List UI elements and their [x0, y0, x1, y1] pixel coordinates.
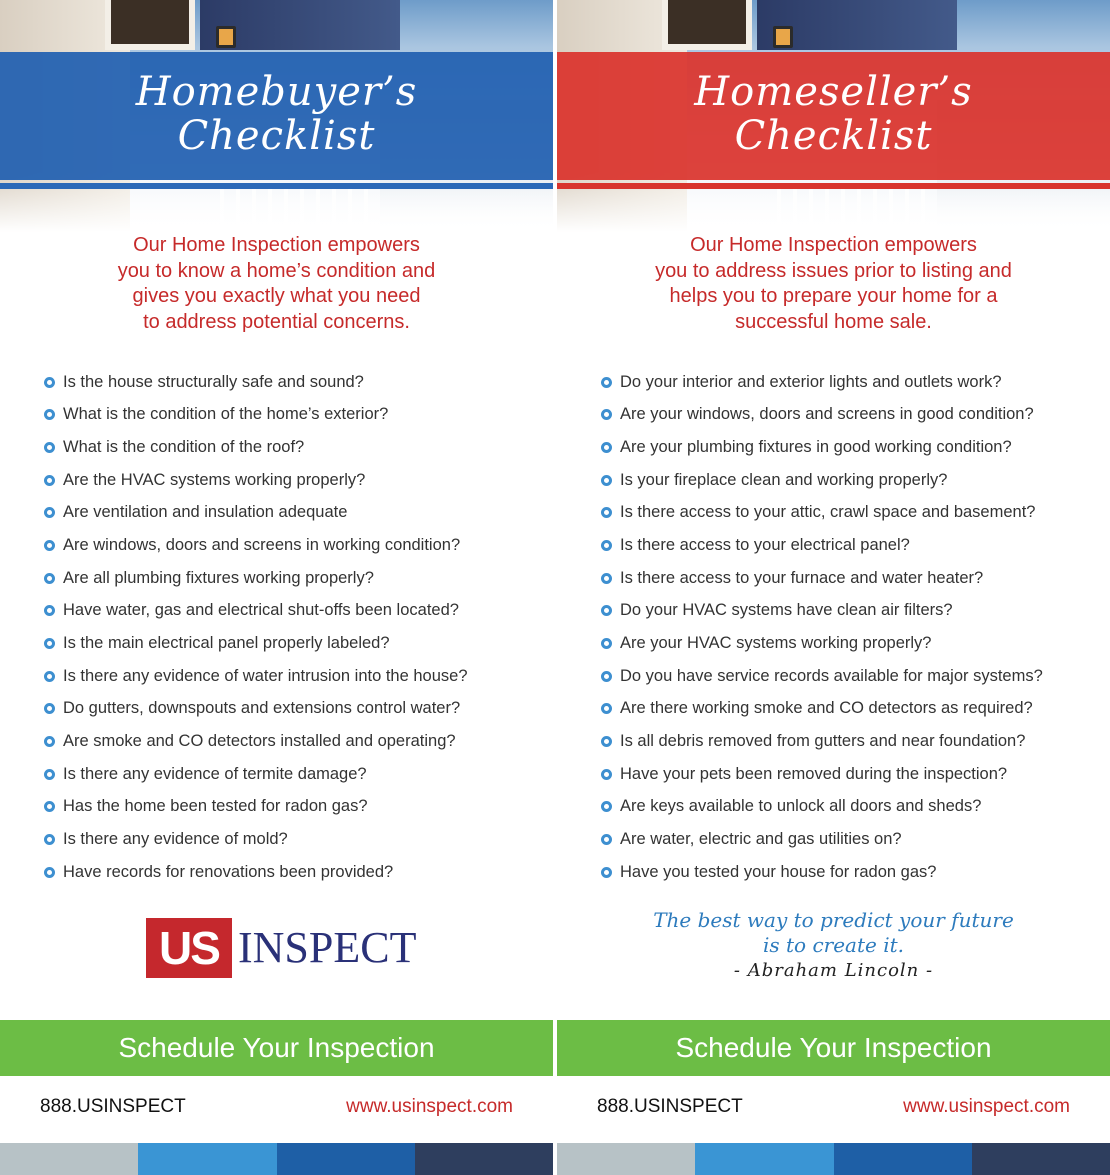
intro-line: Our Home Inspection empowers: [690, 234, 977, 256]
schedule-inspection-button[interactable]: Schedule Your Inspection: [557, 1020, 1110, 1076]
list-item-text: Is there any evidence of termite damage?: [63, 764, 367, 783]
banner-stripe: [0, 183, 553, 189]
list-item-text: Is the main electrical panel properly labeled?: [63, 634, 390, 653]
list-item-text: Have records for renovations been provided?: [63, 862, 394, 881]
list-item-text: Are your HVAC systems working properly?: [620, 634, 932, 653]
title-line-1: Homeseller’s: [694, 69, 973, 115]
list-item: [601, 660, 1101, 693]
circle-bullet-icon: [44, 801, 55, 812]
intro-line: to address potential concerns.: [143, 310, 410, 333]
list-item: [601, 366, 1101, 399]
logo-wordmark: INSPECT: [238, 923, 417, 972]
circle-bullet-icon: [44, 409, 55, 420]
circle-bullet-icon: [601, 605, 612, 616]
intro-line: you to know a home’s condition and: [117, 259, 436, 282]
quote-line-2: is to create it.: [763, 933, 904, 957]
porch-lamp-image: [773, 26, 793, 48]
list-item-text: Are keys available to unlock all doors and sheds?: [620, 797, 982, 816]
banner-stripe: [557, 183, 1110, 189]
checklist: [601, 366, 1101, 889]
list-item-text: Are smoke and CO detectors installed and operating?: [63, 732, 456, 751]
list-item-text: What is the condition of the home’s exterior?: [63, 405, 389, 424]
list-item-text: Are windows, doors and screens in working condition?: [63, 536, 461, 555]
list-item-text: Do gutters, downspouts and extensions control water?: [63, 699, 461, 718]
title-line-1: Homebuyer’s: [135, 69, 418, 115]
circle-bullet-icon: [44, 540, 55, 551]
list-item-text: Are the HVAC systems working properly?: [63, 470, 366, 489]
circle-bullet-icon: [601, 736, 612, 747]
circle-bullet-icon: [601, 540, 612, 551]
list-item-text: What is the condition of the roof?: [63, 438, 305, 457]
circle-bullet-icon: [44, 867, 55, 878]
circle-bullet-icon: [601, 377, 612, 388]
quote-line-1: The best way to predict your future: [653, 908, 1014, 932]
list-item-text: Is there any evidence of mold?: [63, 830, 288, 849]
usinspect-logo: [146, 918, 417, 978]
front-door-image: [662, 0, 752, 50]
list-item: [601, 693, 1101, 726]
intro-line: helps you to prepare your home for a: [669, 285, 998, 307]
list-item: [44, 660, 544, 693]
list-item: [44, 693, 544, 726]
page-title: [0, 70, 553, 158]
list-item: [601, 627, 1101, 660]
title-line-2: Checklist: [177, 113, 376, 159]
list-item-text: Have your pets been removed during the inspection?: [620, 764, 1008, 783]
list-item-text: Are water, electric and gas utilities on?: [620, 830, 902, 849]
list-item-text: Do your interior and exterior lights and outlets work?: [620, 372, 1002, 391]
intro-line: successful home sale.: [735, 310, 932, 333]
title-banner: [0, 52, 553, 180]
list-item-text: Are your plumbing fixtures in good working condition?: [620, 438, 1012, 457]
page-title: [557, 70, 1110, 158]
phone-number[interactable]: 888.USINSPECT: [597, 1096, 743, 1117]
phone-number[interactable]: 888.USINSPECT: [40, 1096, 186, 1117]
circle-bullet-icon: [601, 475, 612, 486]
list-item-text: Have you tested your house for radon gas?: [620, 862, 937, 881]
list-item-text: Are all plumbing fixtures working properly?: [63, 568, 374, 587]
circle-bullet-icon: [601, 671, 612, 682]
lincoln-quote: [557, 908, 1110, 983]
list-item: [44, 497, 544, 530]
title-banner: [557, 52, 1110, 180]
circle-bullet-icon: [601, 638, 612, 649]
list-item: [601, 464, 1101, 497]
list-item: [601, 497, 1101, 530]
circle-bullet-icon: [601, 507, 612, 518]
front-door-image: [105, 0, 195, 50]
intro-text: [20, 233, 533, 335]
circle-bullet-icon: [44, 769, 55, 780]
list-item: [601, 823, 1101, 856]
circle-bullet-icon: [601, 409, 612, 420]
list-item: [44, 791, 544, 824]
list-item: [601, 399, 1101, 432]
intro-line: gives you exactly what you need: [132, 285, 421, 307]
porch-lamp-image: [216, 26, 236, 48]
list-item: [44, 595, 544, 628]
circle-bullet-icon: [44, 377, 55, 388]
list-item: [601, 529, 1101, 562]
list-item: [601, 431, 1101, 464]
list-item: [44, 464, 544, 497]
list-item: [44, 725, 544, 758]
intro-text: [577, 233, 1090, 335]
list-item-text: Is there access to your furnace and water heater?: [620, 568, 984, 587]
list-item: [44, 431, 544, 464]
circle-bullet-icon: [44, 573, 55, 584]
list-item-text: Are your windows, doors and screens in good condition?: [620, 405, 1034, 424]
quote-author: - Abraham Lincoln -: [733, 960, 934, 981]
logo-us-mark: US: [146, 918, 232, 978]
list-item: [601, 856, 1101, 889]
circle-bullet-icon: [601, 769, 612, 780]
list-item-text: Have water, gas and electrical shut-offs been located?: [63, 601, 459, 620]
circle-bullet-icon: [44, 605, 55, 616]
intro-line: Our Home Inspection empowers: [133, 234, 420, 256]
circle-bullet-icon: [601, 442, 612, 453]
circle-bullet-icon: [44, 834, 55, 845]
schedule-inspection-button[interactable]: Schedule Your Inspection: [0, 1020, 553, 1076]
homebuyer-panel: [0, 0, 553, 1175]
circle-bullet-icon: [601, 703, 612, 714]
intro-line: you to address issues prior to listing and: [655, 259, 1012, 282]
title-line-2: Checklist: [734, 113, 933, 159]
list-item-text: Is there any evidence of water intrusion into the house?: [63, 666, 468, 685]
circle-bullet-icon: [44, 703, 55, 714]
list-item: [601, 595, 1101, 628]
circle-bullet-icon: [601, 867, 612, 878]
footer-color-strip: [0, 1143, 553, 1175]
website-link[interactable]: www.usinspect.com: [346, 1096, 513, 1117]
circle-bullet-icon: [44, 507, 55, 518]
list-item: [601, 562, 1101, 595]
circle-bullet-icon: [44, 638, 55, 649]
list-item: [601, 791, 1101, 824]
list-item: [601, 758, 1101, 791]
list-item-text: Has the home been tested for radon gas?: [63, 797, 368, 816]
footer-color-strip: [557, 1143, 1110, 1175]
list-item-text: Are there working smoke and CO detectors as required?: [620, 699, 1033, 718]
list-item: [601, 725, 1101, 758]
list-item-text: Are ventilation and insulation adequate: [63, 503, 348, 522]
list-item: [44, 529, 544, 562]
list-item: [44, 823, 544, 856]
circle-bullet-icon: [44, 442, 55, 453]
list-item: [44, 856, 544, 889]
list-item: [44, 366, 544, 399]
list-item: [44, 399, 544, 432]
website-link[interactable]: www.usinspect.com: [903, 1096, 1070, 1117]
checklist: [44, 366, 544, 889]
homeseller-panel: [557, 0, 1110, 1175]
circle-bullet-icon: [44, 671, 55, 682]
list-item-text: Is all debris removed from gutters and near foundation?: [620, 732, 1026, 751]
list-item-text: Is there access to your attic, crawl space and basement?: [620, 503, 1036, 522]
list-item-text: Do your HVAC systems have clean air filters?: [620, 601, 953, 620]
list-item: [44, 627, 544, 660]
circle-bullet-icon: [601, 834, 612, 845]
list-item: [44, 562, 544, 595]
circle-bullet-icon: [601, 801, 612, 812]
list-item-text: Do you have service records available for major systems?: [620, 666, 1043, 685]
circle-bullet-icon: [44, 475, 55, 486]
circle-bullet-icon: [44, 736, 55, 747]
list-item-text: Is your fireplace clean and working properly?: [620, 470, 948, 489]
list-item: [44, 758, 544, 791]
list-item-text: Is there access to your electrical panel?: [620, 536, 910, 555]
circle-bullet-icon: [601, 573, 612, 584]
list-item-text: Is the house structurally safe and sound?: [63, 372, 364, 391]
